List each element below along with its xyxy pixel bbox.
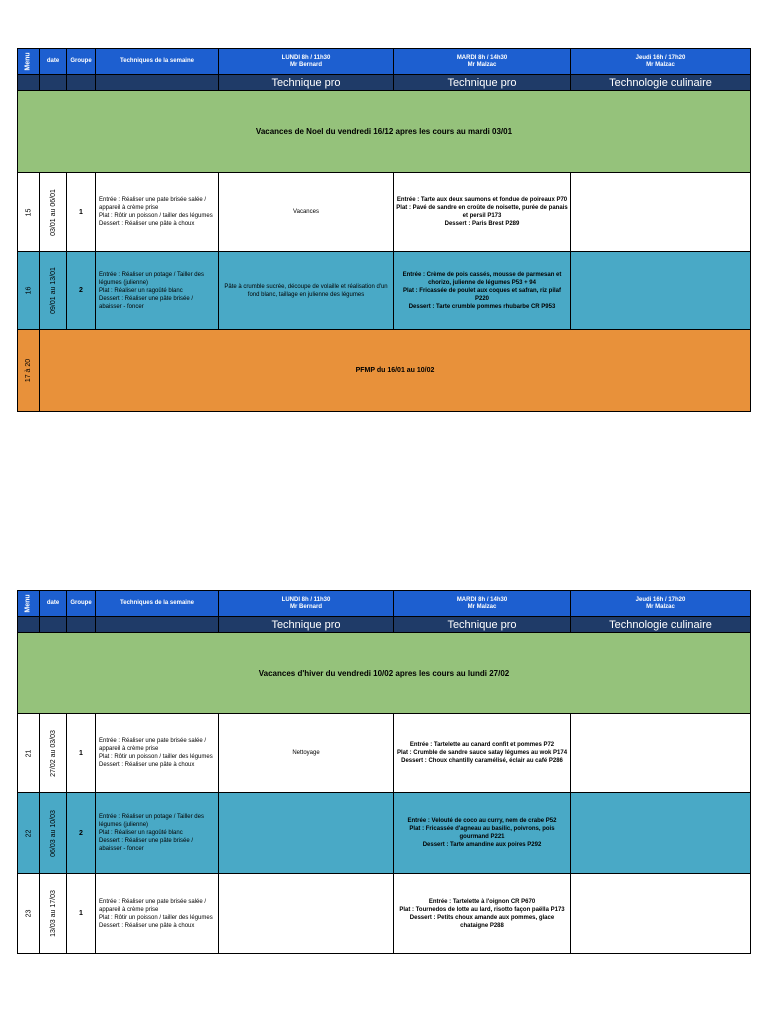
holiday-banner: Vacances d'hiver du vendredi 10/02 apres les cours au lundi 27/02 xyxy=(18,633,751,714)
schedule-table-1 xyxy=(17,48,751,412)
mardi-menu-cell: Entrée : Velouté de coco au curry, nem de crabe P52 Plat : Fricassée d'agneau au basilic, poivrons, pois gourmand P221 Dessert : Tarte amandine aux poires P292 xyxy=(394,793,571,874)
techniques-cell: Entrée : Réaliser une pate brisée salée / appareil à crème prise Plat : Rôtir un poisson / tailler des légumes Dessert : Réaliser une pâte à choux xyxy=(96,173,219,252)
table-row xyxy=(18,793,751,874)
lundi-cell xyxy=(219,793,394,874)
week-dates: 13/03 au 17/03 xyxy=(40,874,67,954)
col-header-lundi: LUNDI 8h / 11h30 Mr Bernard xyxy=(219,591,394,617)
group-number: 1 xyxy=(67,874,96,954)
mardi-menu-cell: Entrée : Tarte aux deux saumons et fondue de poireaux P70 Plat : Pavé de sandre en croûte de noisette, purée de panais et persil P173 Dessert : Paris Brest P289 xyxy=(394,173,571,252)
mardi-menu-cell: Entrée : Tartelette à l'oignon CR P670 Plat : Tournedos de lotte au lard, risotto façon paëlla P173 Dessert : Petits choux amande aux pommes, glace chataigne P288 xyxy=(394,874,571,954)
week-dates: 09/01 au 13/01 xyxy=(40,252,67,330)
col-header-mardi: MARDI 8h / 14h30 Mr Malzac xyxy=(394,49,571,75)
col-header-techniques: Techniques de la semaine xyxy=(96,591,219,617)
jeudi-cell xyxy=(571,173,751,252)
subheader-mardi: Technique pro xyxy=(394,617,571,633)
table-row xyxy=(18,714,751,793)
week-dates: 03/01 au 06/01 xyxy=(40,173,67,252)
techniques-cell: Entrée : Réaliser une pate brisée salée / appareil à crème prise Plat : Rôtir un poisson / tailler des légumes Dessert : Réaliser une pâte à choux xyxy=(96,714,219,793)
group-number: 2 xyxy=(67,252,96,330)
jeudi-cell xyxy=(571,714,751,793)
pfmp-row xyxy=(18,330,751,412)
table-row xyxy=(18,173,751,252)
jeudi-cell xyxy=(571,252,751,330)
col-header-groupe: Groupe xyxy=(67,49,96,75)
group-number: 2 xyxy=(67,793,96,874)
col-header-jeudi: Jeudi 16h / 17h20 Mr Malzac xyxy=(571,591,751,617)
lundi-cell: Vacances xyxy=(219,173,394,252)
col-header-mardi: MARDI 8h / 14h30 Mr Malzac xyxy=(394,591,571,617)
col-header-menu: Menu xyxy=(18,591,40,617)
menu-number: 23 xyxy=(18,874,40,954)
jeudi-cell xyxy=(571,874,751,954)
col-header-date: date xyxy=(40,591,67,617)
lundi-cell: Nettoyage xyxy=(219,714,394,793)
col-header-menu: Menu xyxy=(18,49,40,75)
menu-number: 16 xyxy=(18,252,40,330)
lundi-cell xyxy=(219,874,394,954)
holiday-banner: Vacances de Noel du vendredi 16/12 apres les cours au mardi 03/01 xyxy=(18,91,751,173)
techniques-cell: Entrée : Réaliser un potage / Tailler des légumes (julienne) Plat : Réaliser un ragoûté blanc Dessert : Réaliser une pâte brisée / abaisser - foncer xyxy=(96,252,219,330)
col-header-groupe: Groupe xyxy=(67,591,96,617)
mardi-menu-cell: Entrée : Tartelette au canard confit et pommes P72 Plat : Crumble de sandre sauce satay légumes au wok P174 Dessert : Choux chantilly caramélisé, éclair au café P286 xyxy=(394,714,571,793)
subheader-jeudi: Technologie culinaire xyxy=(571,617,751,633)
jeudi-cell xyxy=(571,793,751,874)
col-header-lundi: LUNDI 8h / 11h30 Mr Bernard xyxy=(219,49,394,75)
menu-number: 22 xyxy=(18,793,40,874)
lundi-cell: Pâte à crumble sucrée, découpe de volaille et réalisation d'un fond blanc, taillage en julienne des légumes xyxy=(219,252,394,330)
subheader-lundi: Technique pro xyxy=(219,75,394,91)
menu-number: 15 xyxy=(18,173,40,252)
subheader-jeudi: Technologie culinaire xyxy=(571,75,751,91)
techniques-cell: Entrée : Réaliser une pate brisée salée / appareil à crème prise Plat : Rôtir un poisson / tailler des légumes Dessert : Réaliser une pâte à choux xyxy=(96,874,219,954)
week-dates: 06/03 au 10/03 xyxy=(40,793,67,874)
col-header-techniques: Techniques de la semaine xyxy=(96,49,219,75)
mardi-menu-cell: Entrée : Crème de pois cassés, mousse de parmesan et chorizo, julienne de légumes P53 + 94 Plat : Fricassée de poulet aux coques et safran, riz pilaf P220 Dessert : Tarte crumble pommes rhubarbe CR P953 xyxy=(394,252,571,330)
table-row xyxy=(18,252,751,330)
group-number: 1 xyxy=(67,714,96,793)
schedule-table-2 xyxy=(17,590,751,954)
subheader-mardi: Technique pro xyxy=(394,75,571,91)
col-header-date: date xyxy=(40,49,67,75)
menu-number: 17 à 20 xyxy=(18,330,40,412)
group-number: 1 xyxy=(67,173,96,252)
col-header-jeudi: Jeudi 16h / 17h20 Mr Malzac xyxy=(571,49,751,75)
pfmp-banner: PFMP du 16/01 au 10/02 xyxy=(40,330,751,412)
subheader-lundi: Technique pro xyxy=(219,617,394,633)
menu-number: 21 xyxy=(18,714,40,793)
table-row xyxy=(18,874,751,954)
week-dates: 27/02 au 03/03 xyxy=(40,714,67,793)
techniques-cell: Entrée : Réaliser un potage / Tailler des légumes (julienne) Plat : Réaliser un ragoûté blanc Dessert : Réaliser une pâte brisée / abaisser - foncer xyxy=(96,793,219,874)
